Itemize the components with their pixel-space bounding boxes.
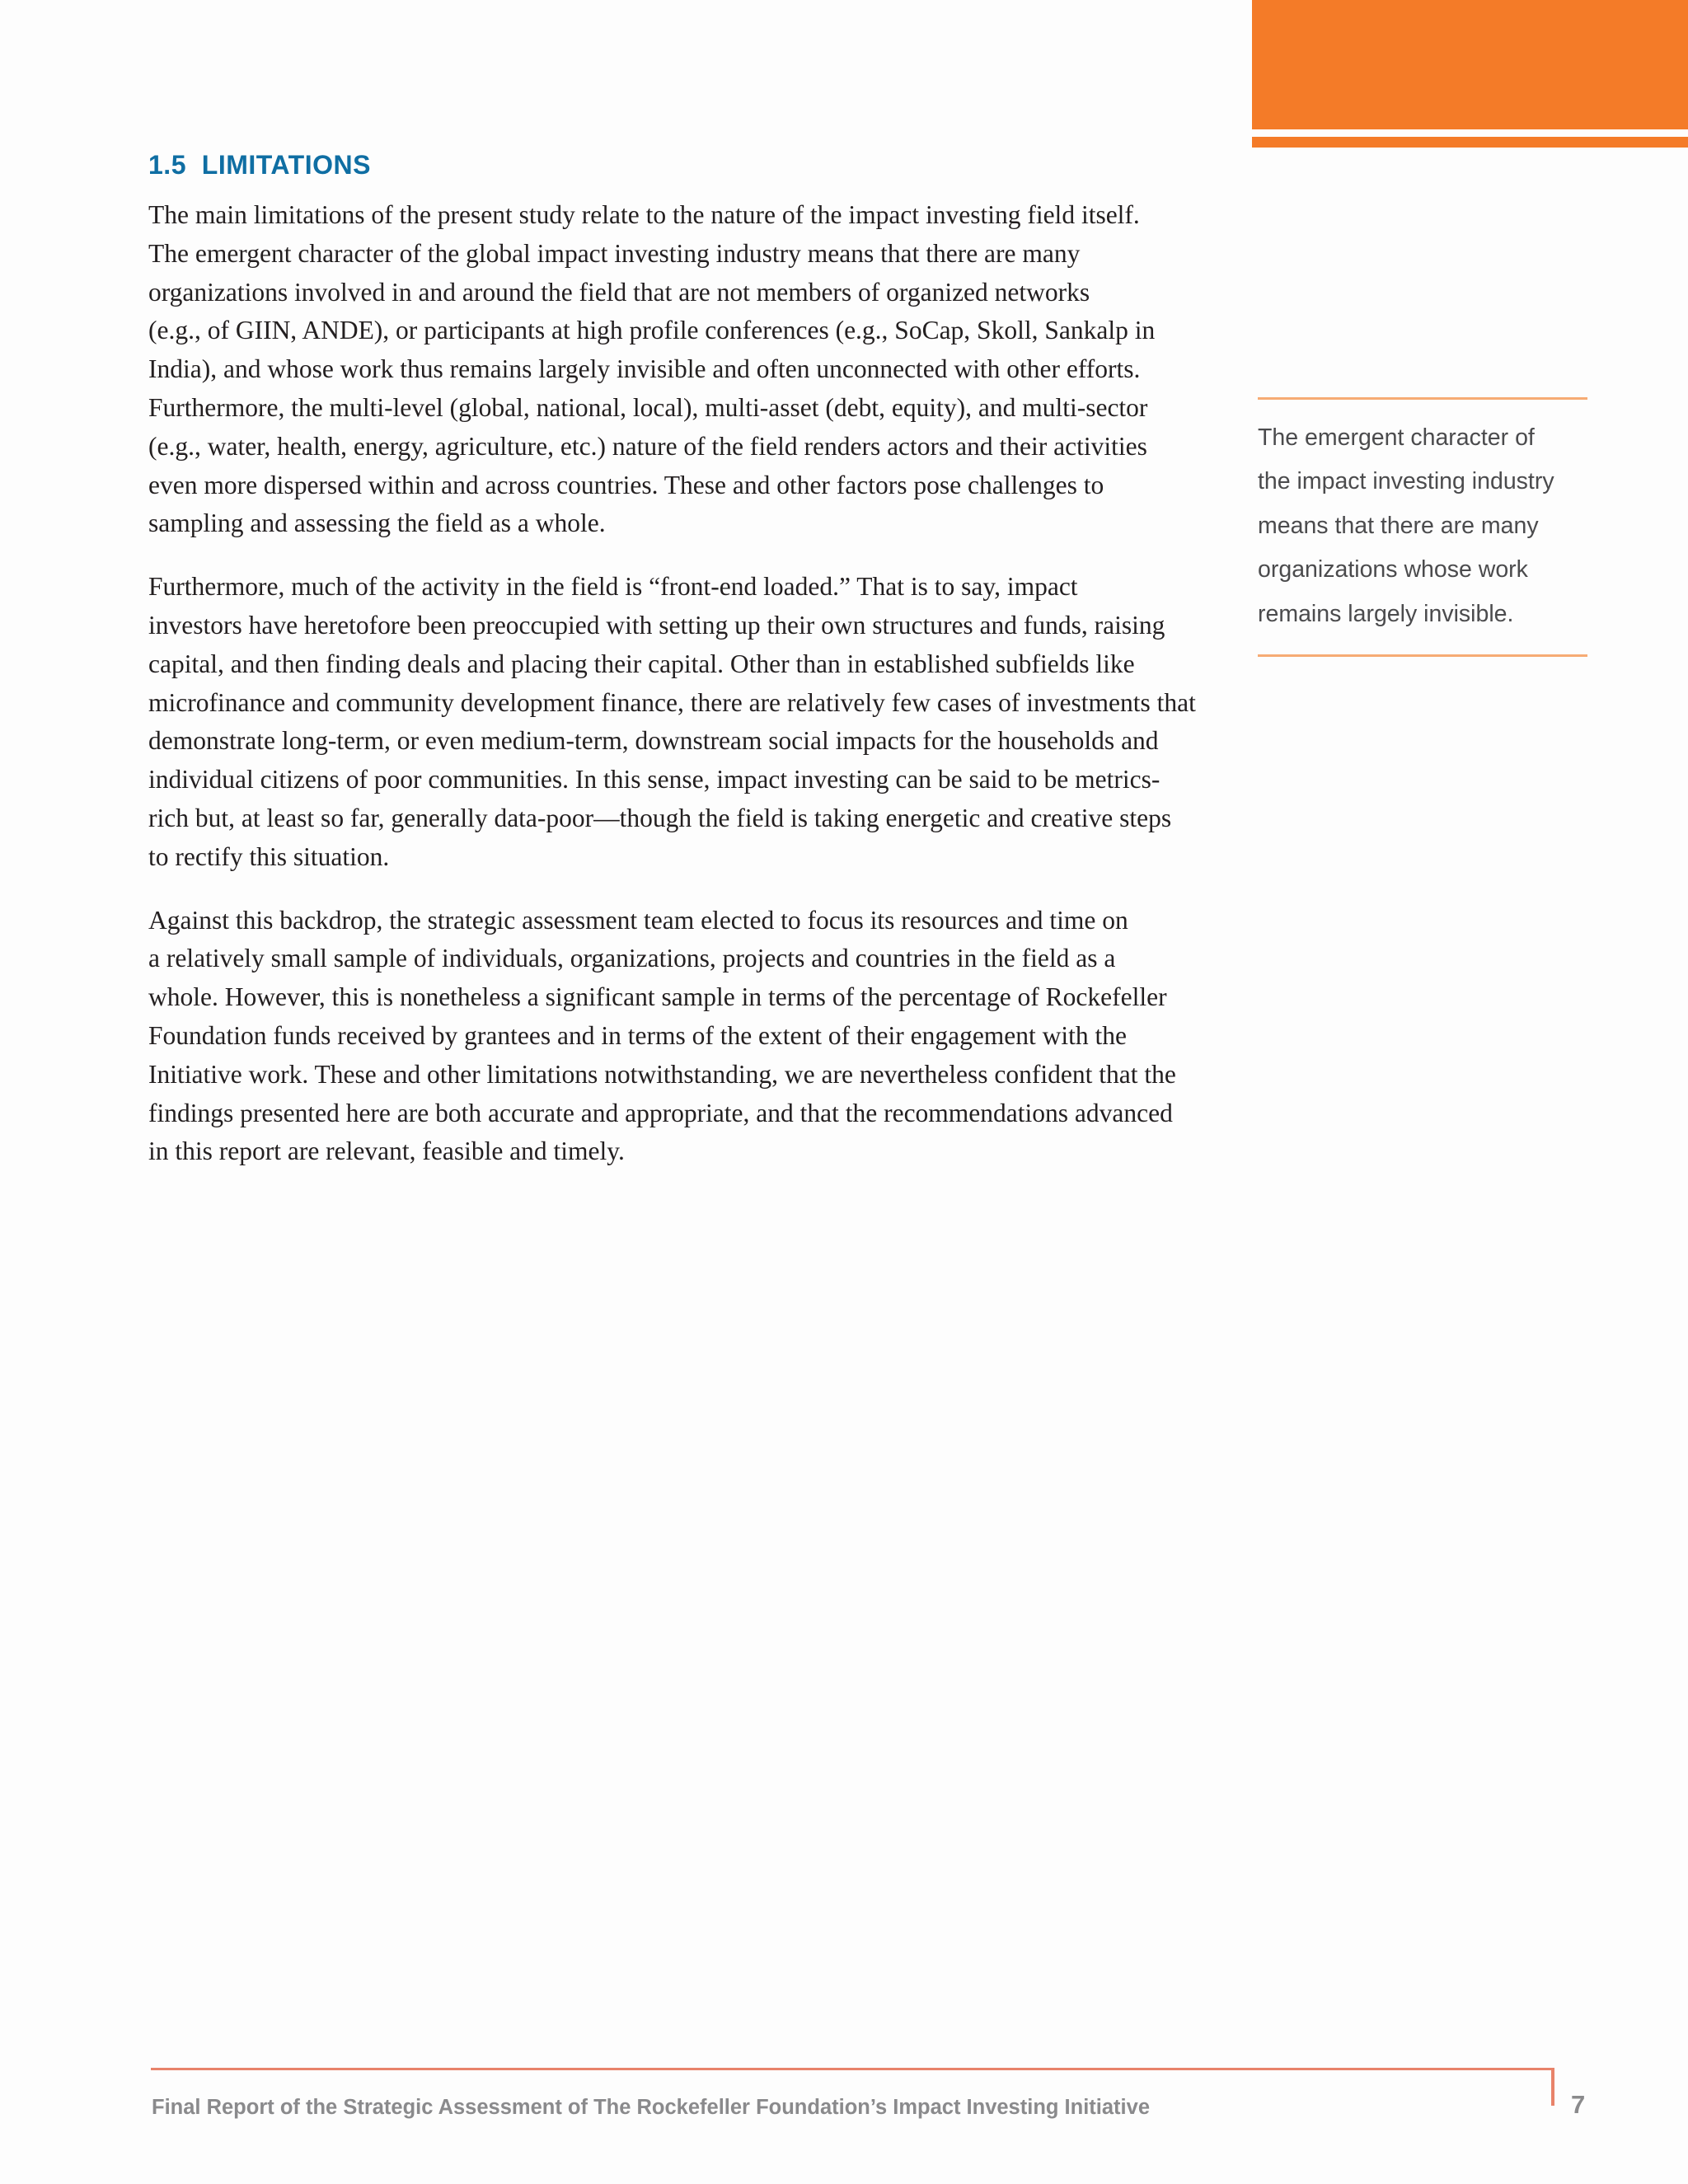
footer-report-title: Final Report of the Strategic Assessment of The Rockefeller Foundation’s Impact Investing Initiative xyxy=(152,2096,1151,2119)
pull-quote-line: The emergent character of xyxy=(1258,424,1535,451)
paragraph-line: organizations involved in and around the field that are not members of organized networks xyxy=(148,277,1090,307)
footer-rule xyxy=(151,2068,1554,2070)
paragraph-line: a relatively small sample of individuals, organizations, projects and countries in the field as a xyxy=(148,944,1116,973)
section-heading xyxy=(148,145,1220,185)
footer-rule-tick xyxy=(1551,2068,1554,2106)
main-text-column xyxy=(148,140,1220,1196)
paragraph-line: microfinance and community development finance, there are relatively few cases of investments that xyxy=(148,687,1196,717)
page-number: 7 xyxy=(1571,2090,1586,2119)
corner-accent-block xyxy=(1252,0,1688,129)
paragraph-line: Furthermore, much of the activity in the field is “front-end loaded.” That is to say, impact xyxy=(148,572,1078,602)
paragraph-2 xyxy=(148,568,1220,876)
pull-quote-line: the impact investing industry xyxy=(1258,468,1554,495)
paragraph-line: to rectify this situation. xyxy=(148,841,390,871)
paragraph-line: in this report are relevant, feasible and timely. xyxy=(148,1137,625,1166)
paragraph-line: sampling and assessing the field as a whole. xyxy=(148,509,606,538)
paragraph-line: individual citizens of poor communities. In this sense, impact investing can be said to be metrics- xyxy=(148,765,1160,794)
paragraph-line: capital, and then finding deals and placing their capital. Other than in established subfields like xyxy=(148,649,1135,678)
paragraph-line: Against this backdrop, the strategic assessment team elected to focus its resources and time on xyxy=(148,905,1128,935)
paragraph-line: whole. However, this is nonetheless a significant sample in terms of the percentage of Rockefeller xyxy=(148,982,1167,1012)
paragraph-line: Foundation funds received by grantees and in terms of the extent of their engagement with the xyxy=(148,1020,1128,1050)
paragraph-line: India), and whose work thus remains largely invisible and often unconnected with other efforts. xyxy=(148,354,1141,384)
pull-quote-line: organizations whose work xyxy=(1258,556,1528,583)
section-title: LIMITATIONS xyxy=(201,150,371,180)
section-number: 1.5 xyxy=(148,150,186,180)
paragraph-line: rich but, at least so far, generally data-poor—though the field is taking energetic and creative steps xyxy=(148,803,1172,832)
paragraph-line: even more dispersed within and across countries. These and other factors pose challenges to xyxy=(148,470,1104,499)
paragraph-line: findings presented here are both accurate and appropriate, and that the recommendations advanced xyxy=(148,1098,1173,1127)
pull-quote-line: remains largely invisible. xyxy=(1258,600,1514,627)
paragraph-line: (e.g., of GIIN, ANDE), or participants at high profile conferences (e.g., SoCap, Skoll, Sankalp in xyxy=(148,316,1156,345)
paragraph-1 xyxy=(148,196,1220,543)
paragraph-line: demonstrate long-term, or even medium-term, downstream social impacts for the households and xyxy=(148,726,1159,756)
paragraph-line: (e.g., water, health, energy, agriculture, etc.) nature of the field renders actors and their activities xyxy=(148,431,1147,461)
pull-quote xyxy=(1258,397,1587,657)
paragraph-line: investors have heretofore been preoccupied with setting up their own structures and funds, raising xyxy=(148,610,1165,640)
paragraph-line: Furthermore, the multi-level (global, national, local), multi-asset (debt, equity), and multi-sector xyxy=(148,392,1148,422)
paragraph-line: Initiative work. These and other limitations notwithstanding, we are nevertheless confident that the xyxy=(148,1059,1176,1089)
paragraph-line: The emergent character of the global impact investing industry means that there are many xyxy=(148,238,1081,268)
pull-quote-line: means that there are many xyxy=(1258,512,1539,539)
paragraph-line: The main limitations of the present study relate to the nature of the impact investing field itself. xyxy=(148,200,1140,229)
paragraph-3 xyxy=(148,902,1220,1172)
corner-accent-stripe xyxy=(1252,137,1688,148)
pull-quote-text xyxy=(1258,416,1587,636)
